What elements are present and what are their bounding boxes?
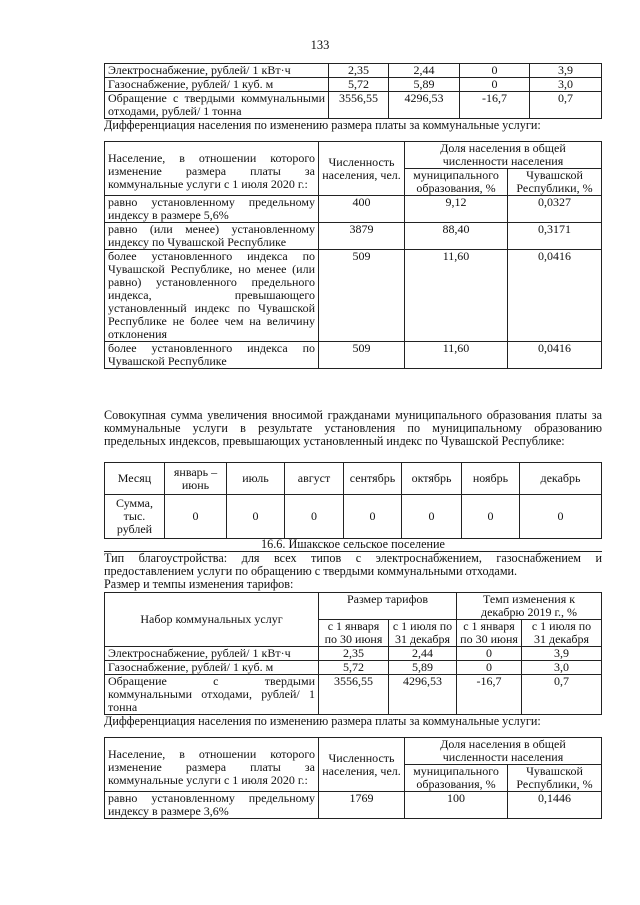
table-row [105,78,602,92]
header-republic: Чувашской Республики, % [508,169,602,196]
service-name: Обращение с твердыми коммунальными отходами, рублей/ 1 тонна [105,92,329,119]
table-cell: 0 [457,647,522,661]
table-cell: 3,9 [522,647,602,661]
table-row [105,495,602,539]
table-header-row [105,142,602,169]
table-row [105,196,602,223]
table-cell: 0,0416 [508,250,602,342]
section-title: 16.6. Ишакское сельское поселение [261,537,445,551]
header-municipal: муниципального образования, % [405,765,508,792]
header-share: Доля населения в общей численности населения [405,142,602,169]
table-cell: 2,35 [329,64,389,78]
table-cell: 100 [405,792,508,819]
table-cell: 3,0 [522,661,602,675]
table-cell: 3,0 [530,78,602,92]
table-cell: 2,44 [389,64,460,78]
table-cell: 509 [319,342,405,369]
tariffs-table-top [104,63,602,132]
header-count: Численность населения, чел. [319,738,405,792]
table-cell: 3556,55 [329,92,389,119]
table-cell: 11,60 [405,250,508,342]
table-cell: 1769 [319,792,405,819]
service-name: Газоснабжение, рублей/ 1 куб. м [105,661,319,675]
table-cell: 509 [319,250,405,342]
table-cell: 0,1446 [508,792,602,819]
table-cell: 3,9 [530,64,602,78]
header-municipal: муниципального образования, % [405,169,508,196]
table-cell: 0,0327 [508,196,602,223]
header-rate: Темп изменения к декабрю 2019 г., % [457,593,602,620]
header-population: Население, в отношении которого изменение размера платы за коммунальные услуги с 1 июля 2020 г.: [105,738,319,792]
table-row [105,64,602,78]
table-cell: 9,12 [405,196,508,223]
table-cell: 0 [227,495,285,539]
table-cell: 5,89 [389,661,457,675]
row-label: более установленного индекса по Чувашской Республике [105,342,319,369]
table-cell: -16,7 [457,675,522,715]
month-col: январь – июнь [165,463,227,495]
service-name: Газоснабжение, рублей/ 1 куб. м [105,78,329,92]
row-label: более установленного индекса по Чувашской Республике, но менее (или равно) установленного предельного индекса, превышающего установленный индекс по Чувашской Республике не более чем на величину отклонения [105,250,319,342]
table-cell: 0,7 [522,675,602,715]
service-name: Обращение с твердыми коммунальными отходами, рублей/ 1 тонна [105,675,319,715]
month-label: Месяц [105,463,165,495]
row-label: равно (или менее) установленному индексу по Чувашской Республике [105,223,319,250]
table-row [105,223,602,250]
table-cell: 5,89 [389,78,460,92]
row-label: равно установленному предельному индексу в размере 3,6% [105,792,319,819]
table-cell: 0 [402,495,462,539]
table-cell: 0 [520,495,602,539]
table-header-row [105,593,602,620]
month-col: сентябрь [344,463,402,495]
table-cell: 0 [460,64,530,78]
header-period: с 1 июля по 31 декабря [389,620,457,647]
header-count: Численность населения, чел. [319,142,405,196]
table-cell: 0,3171 [508,223,602,250]
table-cell: 2,44 [389,647,457,661]
table-cell: 2,35 [319,647,389,661]
tariffs-caption: Размер и темпы изменения тарифов: [104,577,294,591]
table-row [105,342,602,369]
header-period: с 1 июля по 31 декабря [522,620,602,647]
diff-caption-bottom: Дифференциация населения по изменению размера платы за коммунальные услуги: [104,714,541,728]
table-cell: 11,60 [405,342,508,369]
table-cell: 0,0416 [508,342,602,369]
month-col: октябрь [402,463,462,495]
table-cell: 4296,53 [389,92,460,119]
service-name: Электроснабжение, рублей/ 1 кВт·ч [105,64,329,78]
diff-table-bottom [104,737,602,819]
table-row [105,661,602,675]
table-cell: 5,72 [329,78,389,92]
tariffs-table-bottom [104,592,602,728]
header-republic: Чувашской Республики, % [508,765,602,792]
table-row [105,792,602,819]
table-row [105,250,602,342]
table-cell: -16,7 [460,92,530,119]
diff-caption: Дифференциация населения по изменению размера платы за коммунальные услуги: [104,118,541,132]
table-cell: 88,40 [405,223,508,250]
month-col: декабрь [520,463,602,495]
header-share: Доля населения в общей численности населения [405,738,602,765]
table-row [105,675,602,715]
table-cell: 3556,55 [319,675,389,715]
months-table [104,462,602,539]
table-cell: 0 [165,495,227,539]
table-cell: 0 [460,78,530,92]
table-header-row [105,463,602,495]
header-period: с 1 января по 30 июня [319,620,389,647]
table-cell: 3879 [319,223,405,250]
page-number: 133 [310,38,330,52]
month-col: июль [227,463,285,495]
header-size: Размер тарифов [319,593,457,620]
table-row [105,92,602,119]
row-label: равно установленному предельному индексу в размере 5,6% [105,196,319,223]
table-row [105,647,602,661]
header-population: Население, в отношении которого изменение размера платы за коммунальные услуги с 1 июля 2020 г.: [105,142,319,196]
month-col: ноябрь [462,463,520,495]
table-cell: 400 [319,196,405,223]
table-cell: 0 [285,495,344,539]
month-col: август [285,463,344,495]
table-cell: 0 [462,495,520,539]
table-cell: 0 [457,661,522,675]
service-name: Электроснабжение, рублей/ 1 кВт·ч [105,647,319,661]
table-cell: 0 [344,495,402,539]
table-cell: 0,7 [530,92,602,119]
table-cell: 4296,53 [389,675,457,715]
table-header-row [105,738,602,765]
sum-row-label: Сумма, тыс. рублей [105,495,165,539]
header-period: с 1 января по 30 июня [457,620,522,647]
header-set: Набор коммунальных услуг [105,593,319,647]
diff-table-top [104,141,602,369]
table-cell: 5,72 [319,661,389,675]
sum-caption: Совокупная сумма увеличения вносимой гражданами муниципального образования платы за коммунальные услуги в результате установления по муниципальному образованию предельных индексов, превышающих установленный индекс по Чувашской Республике: [104,408,602,448]
type-text: Тип благоустройства: для всех типов с электроснабжением, газоснабжением и предоставлением услуги по обращению с твердыми коммунальными отходами. [104,551,602,578]
section-block [104,538,602,591]
